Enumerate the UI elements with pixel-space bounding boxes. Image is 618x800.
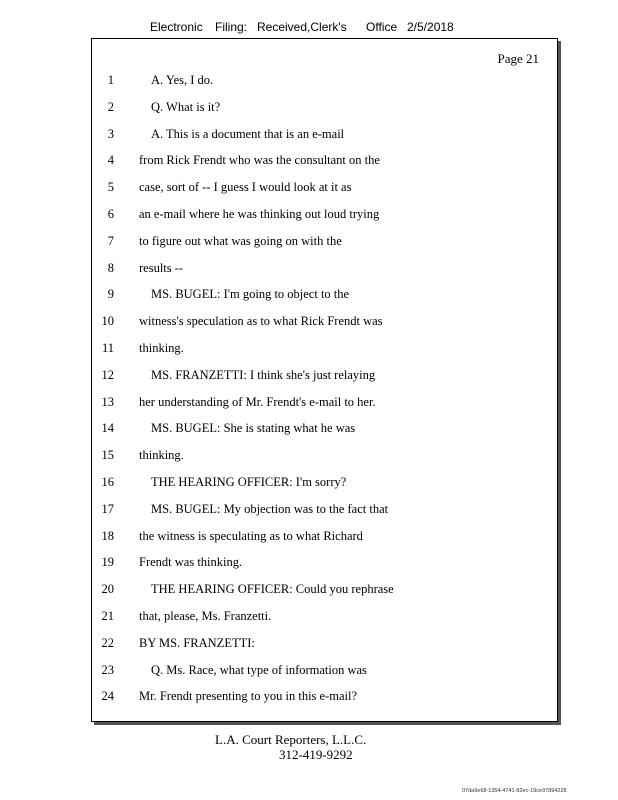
line-text: Q. Ms. Race, what type of information was (151, 662, 367, 677)
line-text: MS. BUGEL: My objection was to the fact that (151, 501, 389, 516)
transcript-line (92, 100, 557, 122)
line-number: 7 (107, 233, 114, 248)
transcript-line (92, 207, 557, 229)
transcript-line (92, 529, 557, 551)
line-number: 11 (101, 341, 114, 355)
transcript-line (92, 663, 557, 685)
filing-stamp-header (0, 20, 618, 36)
line-text: MS. BUGEL: I'm going to object to the (151, 287, 350, 302)
transcript-line (92, 314, 557, 336)
page-number: Page 21 (497, 51, 539, 66)
line-number: 8 (107, 260, 114, 275)
line-number: 24 (101, 689, 114, 704)
line-number: 18 (101, 528, 114, 543)
transcript-line (92, 582, 557, 604)
transcript-line (92, 421, 557, 443)
transcript-line (92, 153, 557, 175)
line-text: A. This is a document that is an e-mail (151, 126, 345, 141)
line-number: 23 (101, 662, 114, 677)
transcript-line (92, 287, 557, 309)
line-number: 22 (101, 635, 114, 650)
line-text: MS. BUGEL: She is stating what he was (151, 421, 356, 436)
header-word-filing: Filing: (215, 20, 248, 34)
header-word-received-clerks: Received,Clerk's (257, 20, 347, 34)
line-text: that, please, Ms. Franzetti. (139, 609, 272, 623)
transcript-line (92, 234, 557, 256)
line-number: 21 (101, 609, 114, 623)
transcript-line (92, 368, 557, 390)
line-number: 14 (101, 421, 114, 436)
line-text: Q. What is it? (151, 99, 221, 114)
transcript-line (92, 475, 557, 497)
header-word-electronic: Electronic (150, 20, 203, 34)
line-number: 12 (101, 367, 114, 382)
line-text: the witness is speculating as to what Richard (139, 528, 363, 543)
line-number: 15 (101, 448, 114, 463)
line-number: 19 (101, 555, 114, 570)
line-number: 5 (107, 180, 114, 195)
document-id: 07da9e68-1354-4741-82ec-19ce97894228 (462, 788, 567, 794)
transcript-line (92, 395, 557, 417)
transcript-line (92, 73, 557, 95)
transcript-line (92, 502, 557, 524)
line-number: 9 (107, 287, 114, 302)
header-date: 2/5/2018 (407, 20, 454, 34)
court-reporter-phone: 312-419-9292 (279, 747, 353, 762)
transcript-line (92, 180, 557, 202)
header-word-office: Office (366, 20, 398, 34)
line-text: Frendt was thinking. (139, 555, 243, 570)
line-text: case, sort of -- I guess I would look at it as (139, 180, 352, 195)
transcript-page-frame (91, 38, 558, 722)
line-text: thinking. (139, 448, 184, 463)
line-text: her understanding of Mr. Frendt's e-mail to her. (139, 394, 376, 409)
transcript-line (92, 636, 557, 658)
transcript-line (92, 261, 557, 283)
line-text: from Rick Frendt who was the consultant on the (139, 153, 380, 168)
line-number: 13 (101, 394, 114, 409)
line-text: to figure out what was going on with the (139, 233, 342, 248)
line-number: 3 (107, 126, 114, 141)
line-text: an e-mail where he was thinking out loud trying (139, 207, 380, 221)
line-text: THE HEARING OFFICER: Could you rephrase (151, 582, 394, 597)
line-text: BY MS. FRANZETTI: (139, 635, 255, 650)
transcript-line (92, 341, 557, 363)
transcript-line (92, 127, 557, 149)
line-text: Mr. Frendt presenting to you in this e-mail? (139, 689, 358, 704)
transcript-line (92, 555, 557, 577)
line-number: 16 (101, 475, 114, 489)
line-number: 4 (107, 153, 114, 168)
line-number: 6 (107, 207, 114, 221)
line-text: thinking. (139, 341, 184, 355)
line-number: 1 (107, 73, 114, 87)
transcript-line (92, 609, 557, 631)
line-text: results -- (139, 260, 184, 275)
line-text: THE HEARING OFFICER: I'm sorry? (151, 475, 347, 489)
line-text: A. Yes, I do. (151, 73, 214, 87)
line-number: 20 (101, 582, 114, 597)
line-text: witness's speculation as to what Rick Frendt was (139, 314, 383, 329)
transcript-line (92, 448, 557, 470)
line-number: 17 (101, 501, 114, 516)
line-number: 10 (101, 314, 114, 329)
line-number: 2 (107, 99, 114, 114)
transcript-line (92, 689, 557, 711)
court-reporter-name: L.A. Court Reporters, L.L.C. (215, 732, 367, 747)
line-text: MS. FRANZETTI: I think she's just relaying (151, 367, 376, 382)
